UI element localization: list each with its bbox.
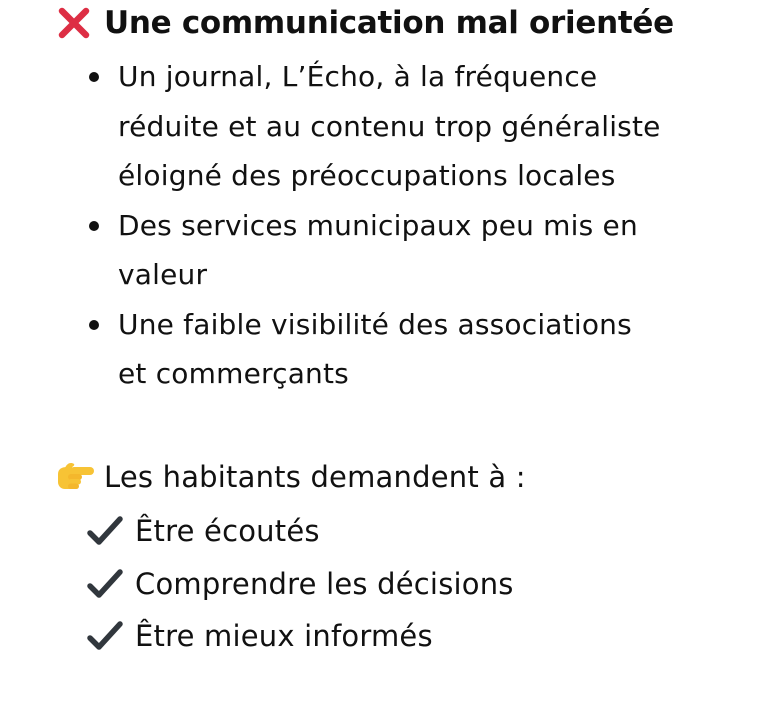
check-mark-icon [86,567,124,601]
pointing-hand-icon [56,460,96,494]
request-item [86,610,514,663]
problem-item-services [85,201,725,300]
request-item-text: Être écoutés [135,514,320,549]
problem-item-line: éloigné des préoccupations locales [118,159,616,192]
problem-item-line: Des services municipaux peu mis en [118,208,638,242]
problem-heading [56,0,674,46]
problem-item-associations [85,300,725,399]
request-item-text: Comprendre les décisions [135,566,514,601]
bullet-dot [89,72,99,82]
problem-item-line: et commerçants [118,357,349,390]
problem-item-line: Un journal, L’Écho, à la fréquence [118,60,598,93]
problem-item-line: réduite et au contenu trop généraliste [118,109,661,143]
bullet-dot [89,320,99,330]
check-mark-icon [86,514,124,548]
request-item [86,505,514,558]
request-item [86,558,514,611]
requests-list [86,505,514,663]
problem-title: Une communication mal orientée [104,5,674,41]
problem-item-line: valeur [118,258,208,291]
request-item-text: Être mieux informés [135,619,433,654]
problem-item-journal [85,52,725,201]
problem-list [85,52,725,399]
problem-item-line: Une faible visibilité des associations [118,307,632,341]
check-mark-icon [86,619,124,653]
bullet-dot [89,221,99,231]
requests-intro-text: Les habitants demandent à : [104,460,526,494]
requests-intro [56,452,526,502]
cross-mark-icon [56,5,92,41]
